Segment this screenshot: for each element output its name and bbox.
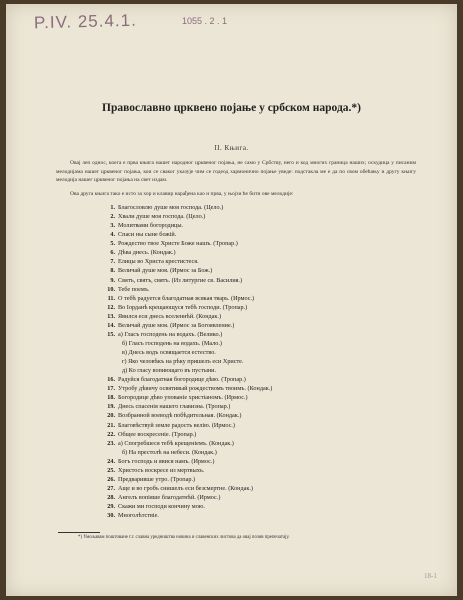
list-item-number: 22. [107, 430, 115, 438]
list-item-number: 4. [110, 231, 115, 239]
list-item [103, 511, 272, 520]
page-subtitle: II. Књига. [214, 144, 249, 152]
list-item-text: Величай душе моя. (Ирмос за Богоявление.) [118, 321, 235, 329]
list-item [103, 357, 272, 366]
list-item-number: 26. [107, 475, 115, 483]
list-item [103, 321, 272, 330]
list-item [103, 339, 272, 348]
list-item [103, 466, 272, 475]
list-item-number: 24. [107, 457, 115, 465]
list-item-text: Святъ, святъ, святъ. (Из литургие св. Василия.) [118, 276, 243, 284]
list-item-number: 10. [107, 285, 115, 293]
list-item [103, 330, 272, 339]
list-item [103, 393, 272, 402]
list-item [103, 439, 272, 448]
list-item-number: 23. [107, 439, 115, 447]
list-item-number: 21. [107, 421, 115, 429]
list-item-number: 5. [110, 240, 115, 248]
list-item [103, 502, 272, 511]
list-item [103, 484, 272, 493]
list-item-number: 19. [107, 403, 115, 411]
list-item [103, 411, 272, 420]
list-item-number: 18. [107, 394, 115, 402]
list-item-number: 1. [110, 204, 115, 211]
page-title: Православно црквено појање у србском народа.*) [102, 102, 361, 114]
list-item-text: Елицы во Христа крестистеся. [118, 258, 199, 266]
document-sheet [6, 4, 457, 596]
list-item-number: 17. [107, 385, 115, 393]
list-item [103, 402, 272, 411]
list-item-text: Днесь спасенія нашего главизна. (Тропар.) [118, 403, 231, 411]
list-item [103, 384, 272, 393]
list-item [103, 212, 272, 221]
list-item-number: 13. [107, 312, 115, 320]
footnote-divider [58, 532, 100, 533]
list-item [103, 366, 272, 375]
list-item-number: 15. [107, 330, 115, 338]
list-item [103, 493, 272, 502]
list-item-text: О тебѣ радуется благодатная всякая тварь. (Ирмос.) [118, 294, 255, 302]
list-item-number: 8. [110, 267, 115, 275]
list-item [103, 221, 272, 230]
list-item-number: 16. [107, 376, 115, 384]
list-item [103, 266, 272, 275]
list-item [103, 239, 272, 248]
list-item-number: 9. [110, 276, 115, 284]
list-item-text: Аще и во гробъ снишелъ еси безсмертне. (Кондак.) [118, 484, 253, 492]
list-item-text: Возбранной воеводѣ побѣдительная. (Кондак.) [118, 412, 242, 420]
list-item-text: б) На престолѣ на небеси. (Кондак.) [122, 448, 217, 456]
intro-paragraph-2: Ова друга књига тако е исто за хор и клавир нарађена као и прва, у њојзи ће бити ове мелодије: [70, 191, 294, 197]
list-item-number: 20. [107, 412, 115, 420]
list-item [103, 421, 272, 430]
list-item-number: 29. [107, 503, 115, 511]
footnote: *) Умољавам поштоване г.г. славна уредништва новина и славенских листова да овај позив препечатају. [78, 535, 290, 540]
intro-paragraph: Овај леп однос, коега е прва књига нашег народног црквеног појања, не само у Србству, него и код многих граница наших; оскудица у писаним мелодијама нашег црквеног појања, кои се сваког указује чим се годеод хармонично појање уведе: подстакла ме е да по свом обећању и другу књигу мелодија нашег црквеног појања на свет издам. [56, 160, 416, 184]
list-item-number: 2. [110, 213, 115, 221]
page-mark: 18-1 [424, 572, 437, 580]
list-item [103, 430, 272, 439]
list-item-number: 25. [107, 466, 115, 474]
list-item-number: 27. [107, 484, 115, 492]
list-item-number: 14. [107, 321, 115, 329]
list-item [103, 457, 272, 466]
list-item-text: Общее воскресеніе. (Тропар.) [118, 430, 197, 438]
melody-list [103, 203, 272, 520]
list-item [103, 448, 272, 457]
list-item [103, 375, 272, 384]
list-item-text: Предваривше утро. (Тропар.) [118, 475, 196, 483]
archive-stamp: P.IV. 25.4.1. [33, 10, 138, 33]
list-item-text: Хвали душе моя господа. (Цело.) [118, 213, 206, 221]
list-item [103, 230, 272, 239]
list-item [103, 303, 272, 312]
list-item-text: Богородице дѣво упованіе христіаномъ. (Ирмос.) [118, 394, 248, 402]
list-item-text: б) Гласъ господень на водахъ. (Мало.) [122, 339, 222, 347]
list-item-text: Тебе поемъ. [118, 285, 150, 293]
list-item [103, 285, 272, 294]
list-item [103, 312, 272, 321]
archive-reference: 1055 . 2 . 1 [182, 16, 228, 26]
list-item [103, 203, 272, 212]
list-item-text: Рождество твое Христе Боже нашъ. (Тропар.) [118, 240, 238, 248]
list-item-text: г) Яко человѣкъ на рѣку пришелъ еси Христе. [122, 358, 244, 366]
list-item-text: Молитвами богородицы. [118, 222, 184, 230]
list-item-text: Многолѣтствіе. [118, 512, 159, 520]
list-item-number: 3. [110, 222, 115, 230]
list-item-text: Во Іорданѣ крещающуся тебѣ господи. (Тропар.) [118, 303, 248, 311]
list-item-number: 28. [107, 494, 115, 501]
list-item-text: Благословлю душе моя господа. (Цело.) [118, 204, 224, 211]
list-item-text: Ангелъ вопіяше благодатнѣй. (Ирмос.) [118, 494, 221, 501]
list-item-number: 30. [107, 512, 115, 520]
list-item-text: а) Спогребшеся тебѣ крещеніемъ. (Кондак.) [118, 439, 234, 447]
list-item [103, 276, 272, 285]
list-item-number: 7. [110, 258, 115, 266]
list-item-text: Дѣва днесь. (Кондак.) [118, 249, 176, 257]
list-item [103, 257, 272, 266]
list-item [103, 248, 272, 257]
list-item-text: Утробу дѣвичу освятивый рождествомъ твоимъ. (Кондак.) [118, 385, 273, 393]
list-item [103, 475, 272, 484]
list-item-number: 11. [107, 294, 115, 302]
list-item-number: 12. [107, 303, 115, 311]
list-item-text: в) Днесь водъ освящается естество. [122, 349, 216, 356]
list-item-text: Радуйся благодатная богородице дѣво. (Тропар.) [118, 376, 246, 384]
list-item-text: Величай душе моя. (Ирмос за Бож.) [118, 267, 213, 275]
list-item-text: Спаси ны сыне божій. [118, 231, 177, 239]
list-item-text: д) Ко гласу вопиющаго въ пустыни. [122, 367, 217, 375]
list-item-text: а) Гласъ господень на водахъ. (Велико.) [118, 330, 223, 338]
list-item [103, 348, 272, 357]
list-item-text: Скажи ми господи кончину мою. [118, 503, 205, 511]
list-item-number: 6. [110, 249, 115, 257]
list-item-text: Богъ господь и явися намъ. (Ирмос.) [118, 457, 215, 465]
list-item [103, 294, 272, 303]
list-item-text: Христосъ воскресе из мертвыхъ. [118, 466, 205, 474]
list-item-text: Благовѣствуй земле радость велію. (Ирмос.) [118, 421, 235, 429]
list-item-text: Явился еси днесь вселеннѣй. (Кондак.) [118, 312, 222, 320]
